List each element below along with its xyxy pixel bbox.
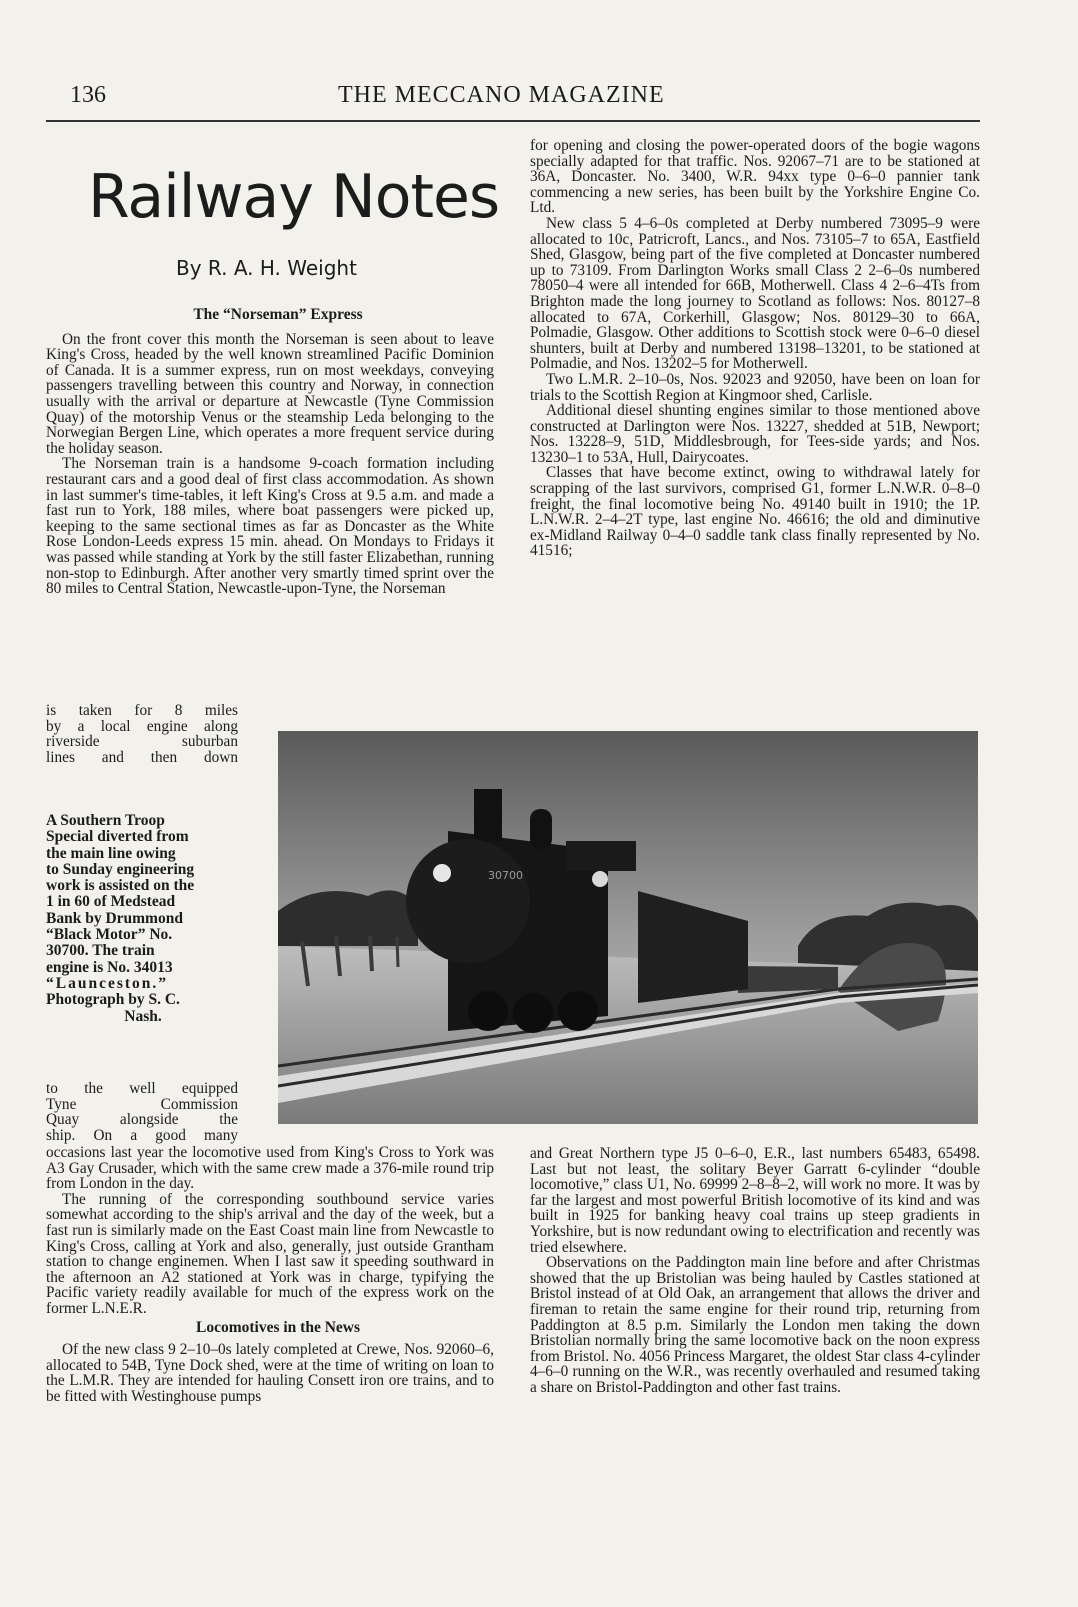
photo-caption <box>46 813 240 1025</box>
caption-line: Special diverted from <box>46 828 189 846</box>
subhead-norseman: The “Norseman” Express <box>193 306 363 323</box>
narrow-column-bottom <box>46 1081 238 1143</box>
caption-line: Bank by Drummond <box>46 909 183 927</box>
text-line: Tyne Commission <box>46 1095 238 1113</box>
column-left-top <box>46 307 494 597</box>
wheel <box>468 991 508 1031</box>
fence-post <box>397 937 398 967</box>
narrow-column-top <box>46 703 238 765</box>
caption-line: “Black Motor” No. <box>46 926 173 944</box>
caption-line: A Southern Troop <box>46 812 165 829</box>
column-right-top <box>530 138 980 559</box>
article-byline: By R. A. H. Weight <box>176 256 357 280</box>
caption-line: to Sunday engineering <box>46 860 195 878</box>
wheel <box>558 991 598 1031</box>
article-title: Railway Notes <box>88 162 500 232</box>
dome <box>530 809 552 849</box>
coach-train <box>738 966 838 993</box>
page-number: 136 <box>70 82 106 108</box>
text-line: to the well equipped <box>46 1080 238 1097</box>
text-line: by a local engine along <box>46 717 238 735</box>
train-photograph <box>278 731 978 1124</box>
paragraph: The running of the corresponding southbound service varies somewhat according to the ship's arrival and the day of the week, but a fast run is similarly made on the East Coast main line from Newcastle to King's Cross, calling at York and also, generally, just outside Grantham station to change enginemen. When I last saw it speeding southward in the afternoon an A2 stationed at York was in charge, typifying the Pacific variety readily available for much of the express work on the former L.N.E.R. <box>46 1190 494 1317</box>
chimney <box>474 789 502 841</box>
caption-line: Nash. <box>124 1007 162 1025</box>
caption-line: “Launceston.” <box>46 974 169 992</box>
text-line: ship. On a good many <box>46 1126 238 1144</box>
paragraph: Observations on the Paddington main line before and after Christmas showed that the up Bristolian was being hauled by Castles stationed at Bristol instead of at Old Oak, an arrangement that allows the driver and fireman to retain the same engine for their round trip, returning from Paddington at 8.5 p.m. Similarly the London men taking the down Bristolian normally bring the same locomotive back on the noon express from Bristol. No. 4056 Princess Margaret, the oldest Star class 4-cylinder 4–6–0 running on the W.R., was recently overhauled and resumed taking a share on Bristol-Paddington and other fast trains. <box>530 1254 980 1396</box>
headlamp <box>592 871 608 887</box>
smokebox-door <box>406 839 530 963</box>
header-rule <box>46 120 980 122</box>
caption-line: work is assisted on the <box>46 877 195 895</box>
paragraph: Classes that have become extinct, owing to withdrawal lately for scrapping of the last survivors, comprised G1, former L.N.W.R. 0–8–0 freight, the final locomotive being No. 49140 built in 1910; the 1P. L.N.W.R. 2–4–2T type, last engine No. 46616; the old and diminutive ex-Midland Railway 0–4–0 saddle tank class finally represented by No. 41516; <box>530 464 980 560</box>
paragraph: occasions last year the locomotive used from King's Cross to York was A3 Gay Crusader, which with the same crew made a 376-mile round trip from London in the day. <box>46 1144 494 1193</box>
paragraph: for opening and closing the power-operated doors of the bogie wagons specially adapted for that traffic. Nos. 92067–71 are to be stationed at 36A, Doncaster. No. 3400, W.R. 94xx type 0–6–0 pannier tank commencing a new series, has been built by the Yorkshire Engine Co. Ltd. <box>530 137 980 217</box>
magazine-title: THE MECCANO MAGAZINE <box>338 82 665 108</box>
paragraph: On the front cover this month the Norseman is seen about to leave King's Cross, headed by the well known streamlined Pacific Dominion of Canada. It is a summer express, run on most weekdays, conveying passengers travelling between this country and Norway, in connection usually with the arrival or departure at Newcastle (Tyne Commission Quay) of the motorship Venus or the steamship Leda belonging to the Norwegian Bergen Line, which operates a more frequent service during the holiday season. <box>46 330 494 457</box>
caption-line: 30700. The train <box>46 942 155 960</box>
text-line: lines and then down <box>46 748 238 766</box>
paragraph: The Norseman train is a handsome 9-coach formation including restaurant cars and a good deal of first class accommodation. As shown in last summer's time-tables, it left King's Cross at 9.5 a.m. and made a fast run to York, 188 miles, where boat passengers were picked up, keeping to the same sectional times as far as Doncaster as the White Rose London-Leeds express 15 min. ahead. On Mondays to Fridays it was passed while standing at York by the still faster Elizabethan, running non-stop to Edinburgh. After another very smartly timed sprint over the 80 miles to Central Station, Newcastle-upon-Tyne, the Norseman <box>46 455 494 598</box>
caption-line: the main line owing <box>46 844 176 862</box>
subhead-locomotives: Locomotives in the News <box>195 1318 361 1336</box>
column-right-bottom <box>530 1146 980 1396</box>
cab <box>566 841 636 871</box>
column-left-bottom <box>46 1145 494 1405</box>
caption-line: engine is No. 34013 <box>46 958 173 976</box>
wheel <box>513 993 553 1033</box>
paragraph: Additional diesel shunting engines similar to those mentioned above constructed at Darlington were Nos. 13227, shedded at 51B, Newport; Nos. 13228–9, 51D, Middlesbrough, for Tees-side yards; and Nos. 13230–1 to 53A, Hull, Dairycoates. <box>530 402 980 466</box>
paragraph: and Great Northern type J5 0–6–0, E.R., last numbers 65483, 65498. Last but not least, the solitary Beyer Garratt 6-cylinder “double locomotive,” class U1, No. 69999 2–8–8–2, will work no more. It was by far the largest and most powerful British locomotive of its kind and was built in 1925 for banking heavy coal trains up steep gradients in Yorkshire, but is now redundant owing to electrification and recently was tried elsewhere. <box>530 1145 980 1256</box>
text-line: Quay alongside the <box>46 1111 238 1129</box>
fence-post <box>370 936 372 971</box>
paragraph: New class 5 4–6–0s completed at Derby numbered 73095–9 were allocated to 10c, Patricroft, Lancs., and Nos. 73105–7 to 65A, Eastfield Shed, Glasgow, being part of the five completed at Doncaster numbered up to 73109. From Darlington Works small Class 2 2–6–0s numbered 78050–4 were all intended for 66B, Motherwell. Class 4 2–6–4Ts from Brighton made the long journey to Scotland as follows: Nos. 80127–8 allocated to 67A, Corkerhill, Glasgow; Nos. 80129–30 to 66A, Polmadie, Glasgow. Other additions to Scottish stock were 0–6–0 diesel shunters, built at Derby and numbered 13198–13201, to be stationed at Polmadie, and Nos. 13202–5 for Motherwell. <box>530 214 980 373</box>
paragraph: Two L.M.R. 2–10–0s, Nos. 92023 and 92050, have been on loan for trials to the Scottish Region at Kingmoor shed, Carlisle. <box>530 370 980 404</box>
engine-number: 30700 <box>488 869 523 882</box>
paragraph: Of the new class 9 2–10–0s lately completed at Crewe, Nos. 92060–6, allocated to 54B, Tyne Dock shed, were at the time of writing on loan to the L.M.R. They are intended for hauling Consett iron ore trains, and to be fitted with Westinghouse pumps <box>46 1341 494 1405</box>
text-line: is taken for 8 miles <box>46 702 238 719</box>
caption-line: 1 in 60 of Medstead <box>46 893 176 911</box>
caption-line: Photograph by S. C. <box>46 991 180 1009</box>
headlamp <box>433 864 451 882</box>
text-line: riverside suburban <box>46 733 238 751</box>
